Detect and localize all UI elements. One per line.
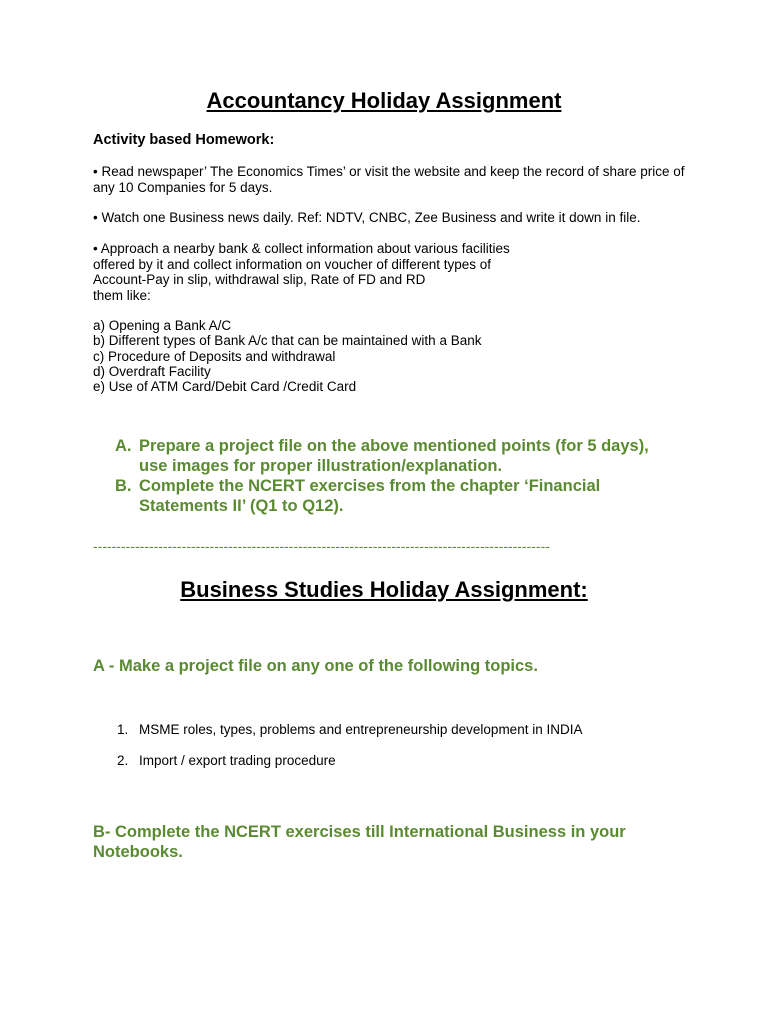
topic-number: 2. (117, 753, 129, 768)
project-topic-item (117, 753, 582, 784)
activity-subheading: Activity based Homework: (93, 132, 275, 148)
accountancy-task-item (115, 436, 675, 476)
accountancy-title: Accountancy Holiday Assignment (206, 88, 562, 113)
business-task-a: A - Make a project file on any one of the following topics. (93, 657, 538, 675)
bank-topic-item: c) Procedure of Deposits and withdrawal (93, 348, 336, 364)
task-text: Complete the NCERT exercises from the chapter ‘Financial Statements II’ (Q1 to Q12). (139, 477, 601, 515)
topic-number: 1. (117, 722, 129, 737)
instruction-business-news: • Watch one Business news daily. Ref: NDTV, CNBC, Zee Business and write it down in file. (93, 210, 641, 225)
accountancy-task-item (115, 476, 675, 516)
instruction-newspaper: • Read newspaper’ The Economics Times’ or visit the website and keep the record of share price of any 10 Companies for 5 days. (93, 164, 685, 195)
instruction-bank-visit (93, 241, 693, 303)
bank-topic-item: e) Use of ATM Card/Debit Card /Credit Card (93, 379, 357, 395)
bank-topic-item: d) Overdraft Facility (93, 363, 211, 379)
bank-topic-item: a) Opening a Bank A/C (93, 318, 232, 333)
bank-topics-list (93, 318, 481, 394)
business-task-b: B- Complete the NCERT exercises till International Business in your Notebooks. (93, 823, 626, 861)
project-topic-item (117, 722, 582, 753)
task-marker: B. (115, 477, 132, 495)
bank-visit-line: • Approach a nearby bank & collect information about various facilities (93, 241, 510, 256)
accountancy-tasks-list (115, 436, 675, 516)
topic-text: Import / export trading procedure (139, 753, 336, 768)
task-text: Prepare a project file on the above mentioned points (for 5 days), use images for proper illustration/explanation. (139, 437, 649, 475)
task-marker: A. (115, 437, 132, 455)
bank-visit-line: offered by it and collect information on voucher of different types of (93, 256, 491, 272)
business-studies-title: Business Studies Holiday Assignment: (180, 577, 588, 602)
section-separator: -------------------------------------------------------------------------------------------------- (93, 538, 550, 554)
bank-visit-line: them like: (93, 287, 151, 303)
bank-visit-line: Account-Pay in slip, withdrawal slip, Rate of FD and RD (93, 272, 426, 287)
project-topics-list (117, 722, 582, 784)
bank-topic-item: b) Different types of Bank A/c that can be maintained with a Bank (93, 333, 482, 349)
topic-text: MSME roles, types, problems and entrepreneurship development in INDIA (139, 722, 583, 737)
